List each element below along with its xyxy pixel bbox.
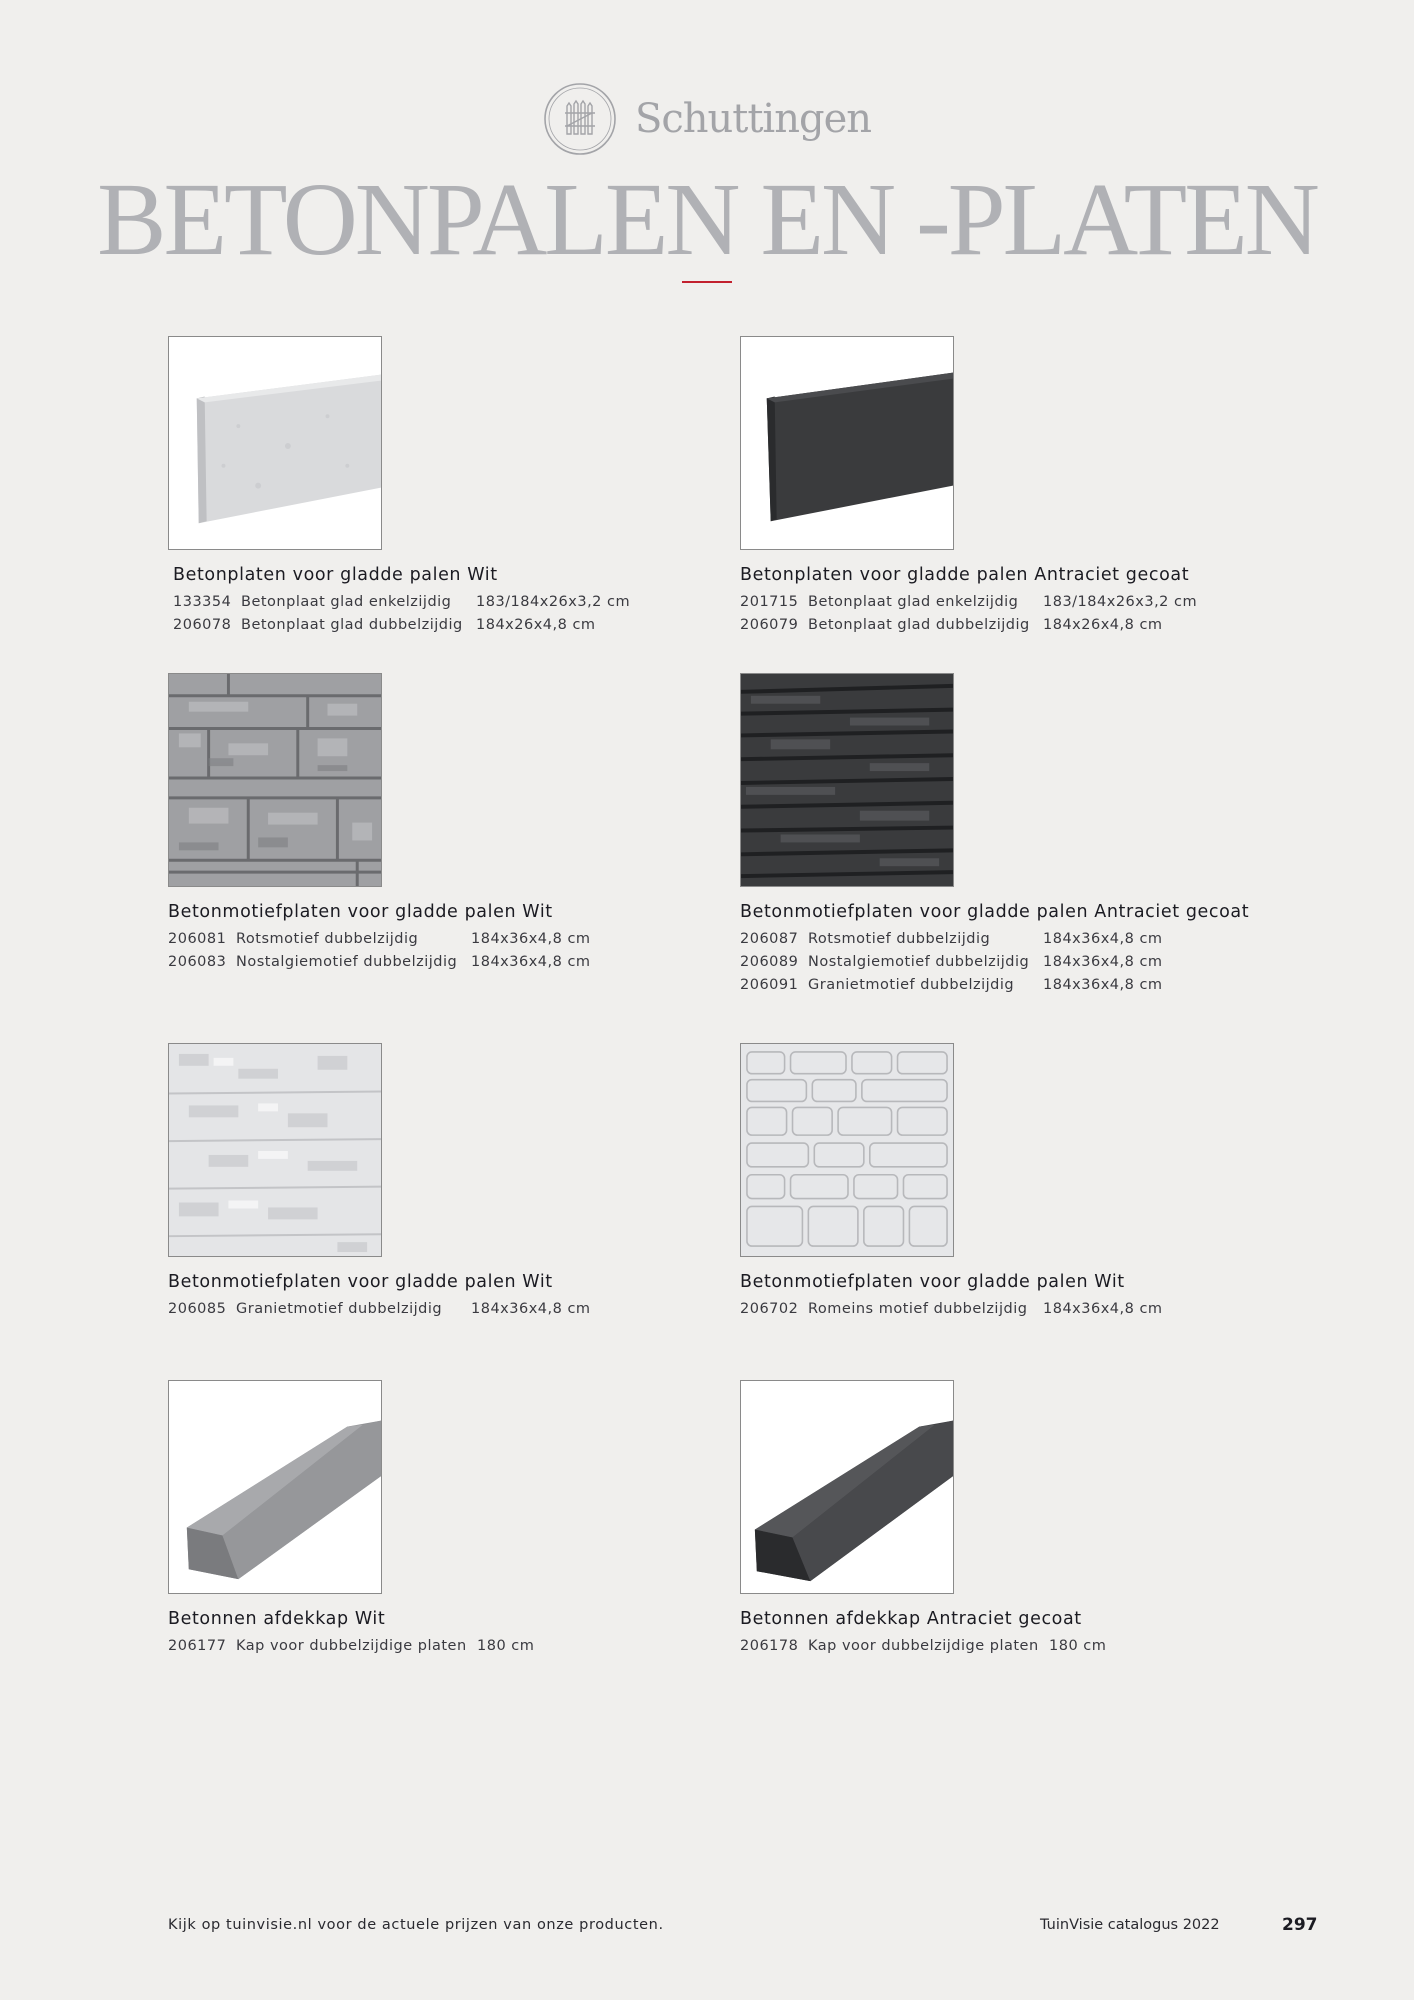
article-code: 206083 <box>168 954 227 970</box>
article-size: 180 cm <box>477 1638 535 1654</box>
fence-icon <box>543 82 617 156</box>
article-size: 184x36x4,8 cm <box>1043 931 1163 947</box>
article-code: 206177 <box>168 1638 227 1654</box>
white-roman-motif-plate-image <box>741 1044 953 1256</box>
footer-catalog-name: TuinVisie catalogus 2022 <box>1040 1917 1220 1933</box>
product-card <box>740 673 1260 1003</box>
article-size: 184x36x4,8 cm <box>471 954 591 970</box>
white-rock-motif-plate-image <box>169 674 381 886</box>
plain-anthracite-concrete-plate-image <box>741 337 953 549</box>
product-image <box>168 336 382 550</box>
article-code: 206081 <box>168 931 227 947</box>
article-description: Granietmotief dubbelzijdig <box>236 1301 443 1317</box>
article-size: 184x36x4,8 cm <box>471 931 591 947</box>
article-description: Granietmotief dubbelzijdig <box>808 977 1015 993</box>
product-image <box>740 1380 954 1594</box>
grey-concrete-cap-image <box>169 1381 381 1593</box>
article-code: 206091 <box>740 977 799 993</box>
article-code: 206089 <box>740 954 799 970</box>
plain-white-concrete-plate-image <box>169 337 381 549</box>
anthracite-stone-motif-plate-image <box>741 674 953 886</box>
product-image <box>740 673 954 887</box>
product-title: Betonmotiefplaten voor gladde palen Antraciet gecoat <box>740 902 1250 922</box>
product-title: Betonnen afdekkap Antraciet gecoat <box>740 1609 1082 1629</box>
white-granite-motif-plate-image <box>169 1044 381 1256</box>
article-code: 206087 <box>740 931 799 947</box>
article-description: Rotsmotief dubbelzijdig <box>808 931 991 947</box>
article-size: 184x36x4,8 cm <box>1043 977 1163 993</box>
title-accent-rule <box>682 281 732 283</box>
product-title: Betonmotiefplaten voor gladde palen Wit <box>168 902 553 922</box>
article-size: 184x26x4,8 cm <box>1043 617 1163 633</box>
article-code: 201715 <box>740 594 799 610</box>
product-title: Betonmotiefplaten voor gladde palen Wit <box>740 1272 1125 1292</box>
page-header <box>0 0 1414 300</box>
footer-note: Kijk op tuinvisie.nl voor de actuele prijzen van onze producten. <box>168 1917 664 1933</box>
article-code: 206178 <box>740 1638 799 1654</box>
product-image <box>168 1380 382 1594</box>
category-label: Schuttingen <box>634 96 872 142</box>
product-title: Betonmotiefplaten voor gladde palen Wit <box>168 1272 553 1292</box>
product-image <box>168 1043 382 1257</box>
product-image <box>740 336 954 550</box>
article-code: 133354 <box>173 594 232 610</box>
category-row <box>0 82 1414 156</box>
product-card <box>740 1380 1260 1680</box>
article-code: 206085 <box>168 1301 227 1317</box>
article-description: Betonplaat glad dubbelzijdig <box>808 617 1030 633</box>
article-description: Betonplaat glad enkelzijdig <box>241 594 452 610</box>
page-number: 297 <box>1282 1915 1318 1935</box>
product-card <box>168 1380 688 1680</box>
article-code: 206702 <box>740 1301 799 1317</box>
article-code: 206079 <box>740 617 799 633</box>
article-description: Betonplaat glad enkelzijdig <box>808 594 1019 610</box>
product-image <box>168 673 382 887</box>
page-title: BETONPALEN EN -PLATEN <box>97 162 1317 277</box>
article-size: 184x36x4,8 cm <box>471 1301 591 1317</box>
product-card <box>740 336 1260 646</box>
article-description: Kap voor dubbelzijdige platen <box>808 1638 1039 1654</box>
anthracite-concrete-cap-image <box>741 1381 953 1593</box>
product-title: Betonplaten voor gladde palen Wit <box>173 565 498 585</box>
article-size: 184x36x4,8 cm <box>1043 1301 1163 1317</box>
article-description: Betonplaat glad dubbelzijdig <box>241 617 463 633</box>
article-description: Nostalgiemotief dubbelzijdig <box>808 954 1030 970</box>
article-size: 180 cm <box>1049 1638 1107 1654</box>
product-card <box>740 1043 1260 1343</box>
article-code: 206078 <box>173 617 232 633</box>
article-description: Rotsmotief dubbelzijdig <box>236 931 419 947</box>
article-size: 183/184x26x3,2 cm <box>1043 594 1198 610</box>
product-title: Betonnen afdekkap Wit <box>168 1609 386 1629</box>
product-card <box>168 673 688 983</box>
article-description: Nostalgiemotief dubbelzijdig <box>236 954 458 970</box>
article-description: Kap voor dubbelzijdige platen <box>236 1638 467 1654</box>
article-size: 184x36x4,8 cm <box>1043 954 1163 970</box>
article-description: Romeins motief dubbelzijdig <box>808 1301 1028 1317</box>
product-card <box>168 1043 688 1343</box>
product-card <box>168 336 688 646</box>
product-title: Betonplaten voor gladde palen Antraciet gecoat <box>740 565 1190 585</box>
product-image <box>740 1043 954 1257</box>
article-size: 183/184x26x3,2 cm <box>476 594 631 610</box>
article-size: 184x26x4,8 cm <box>476 617 596 633</box>
